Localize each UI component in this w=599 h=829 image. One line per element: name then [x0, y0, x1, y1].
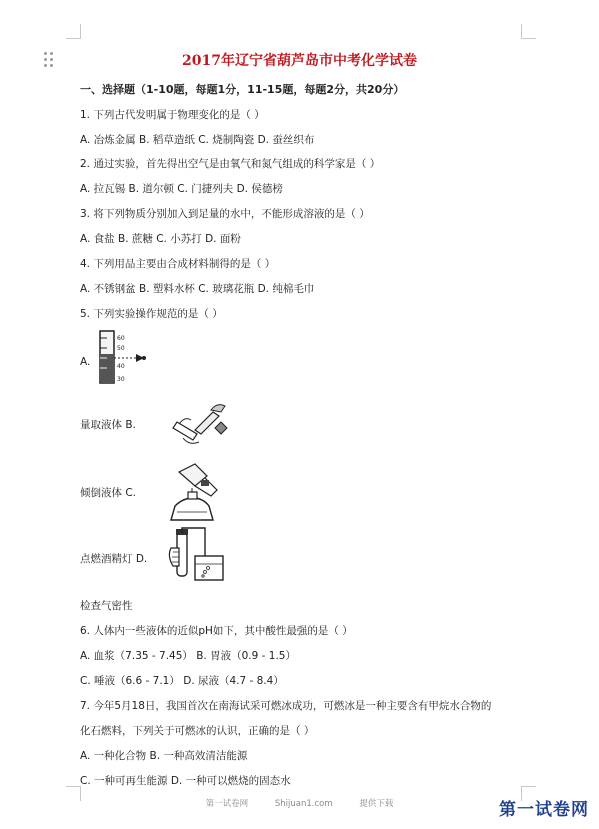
- cylinder-tick-label: 30: [117, 376, 125, 383]
- q3-stem: 3. 将下列物质分别加入到足量的水中，不能形成溶液的是（ ）: [80, 208, 370, 220]
- q1-options: A. 冶炼金属 B. 稻草造纸 C. 烧制陶瓷 D. 蚕丝织布: [80, 134, 315, 146]
- footer-right-text: 提供下载: [359, 799, 394, 809]
- q2-options: A. 拉瓦锡 B. 道尔顿 C. 门捷列夫 D. 侯德榜: [80, 183, 283, 195]
- cylinder-tick-label: 40: [117, 363, 125, 370]
- q5-option-d-label: 点燃酒精灯 D.: [80, 553, 148, 565]
- pouring-liquid-figure: [165, 398, 237, 448]
- graduated-cylinder-figure: [96, 328, 152, 386]
- cylinder-tick-label: 50: [117, 345, 125, 352]
- q5-stem: 5. 下列实验操作规范的是（ ）: [80, 308, 223, 320]
- q5-option-b-label: 量取液体 B.: [80, 419, 136, 431]
- q3-options: A. 食盐 B. 蔗糖 C. 小苏打 D. 面粉: [80, 233, 241, 245]
- q6-options-row1: A. 血浆（7.35 - 7.45） B. 胃液（0.9 - 1.5）: [80, 650, 296, 662]
- q4-options: A. 不锈钢盆 B. 塑料水杯 C. 玻璃花瓶 D. 纯棉毛巾: [80, 283, 315, 295]
- crop-mark-top-left: [66, 24, 81, 39]
- q1-stem: 1. 下列古代发明属于物理变化的是（ ）: [80, 109, 265, 121]
- brand-watermark: 第一试卷网: [499, 800, 589, 820]
- q2-stem: 2. 通过实验，首先得出空气是由氧气和氮气组成的科学家是（ ）: [80, 158, 381, 170]
- q7-stem: 7. 今年5月18日，我国首次在南海试采可燃冰成功，可燃冰是一种主要含有甲烷水合物的: [80, 700, 492, 712]
- q7-stem-continued: 化石燃料，下列关于可燃冰的认识，正确的是（ ）: [80, 725, 315, 737]
- page-title: 2017年辽宁省葫芦岛市中考化学试卷: [182, 53, 417, 69]
- q5-option-a-label: A.: [80, 356, 91, 368]
- q6-stem: 6. 人体内一些液体的近似pH如下，其中酸性最强的是（ ）: [80, 625, 353, 637]
- q6-options-row2: C. 唾液（6.6 - 7.1） D. 尿液（4.7 - 8.4）: [80, 675, 284, 687]
- cylinder-tick-label: 60: [117, 335, 125, 342]
- alcohol-lamp-figure: [165, 462, 225, 524]
- q7-options-row1: A. 一种化合物 B. 一种高效清洁能源: [80, 750, 248, 762]
- q5-option-c-label: 倾倒液体 C.: [80, 487, 137, 499]
- crop-mark-top-right: [521, 24, 536, 39]
- q5-option-d-caption: 检查气密性: [80, 600, 133, 612]
- airtightness-check-figure: [165, 526, 231, 584]
- footer-center-text: Shijuan1.com: [274, 799, 333, 809]
- section-heading: 一、选择题（1-10题，每题1分，11-15题，每题2分，共20分）: [80, 83, 405, 96]
- q7-options-row2: C. 一种可再生能源 D. 一种可以燃烧的固态水: [80, 775, 291, 787]
- footer-left-text: 第一试卷网: [205, 799, 249, 809]
- q4-stem: 4. 下列用品主要由合成材料制得的是（ ）: [80, 258, 276, 270]
